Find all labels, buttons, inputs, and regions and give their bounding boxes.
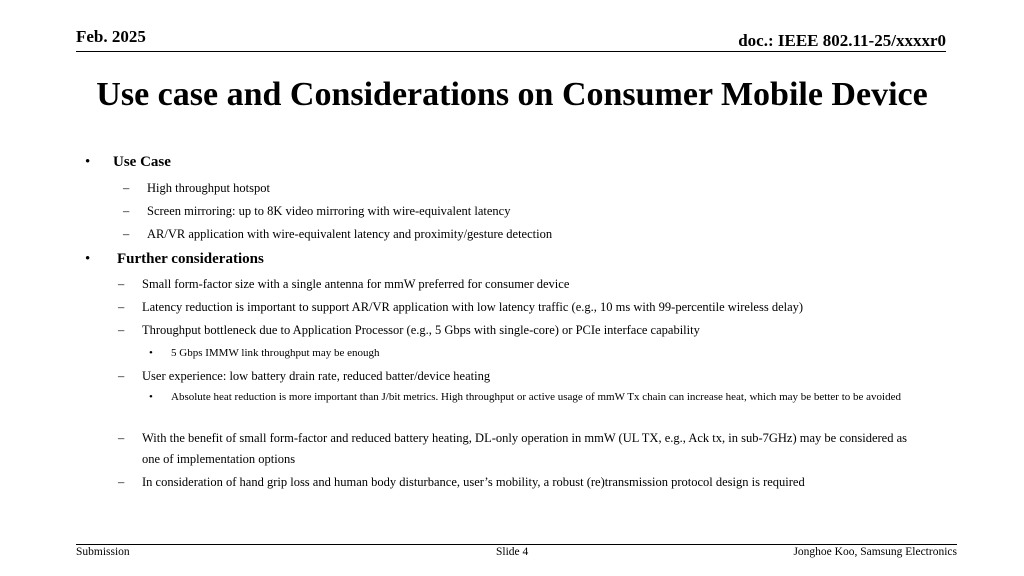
- bullet-use-case: [85, 154, 171, 171]
- footer-submission: Submission: [76, 546, 130, 558]
- further-heading: Further considerations: [117, 251, 264, 267]
- user-experience-subitem: Absolute heat reduction is more important than J/bit metrics. High throughput or active usage of mmW Tx chain can increase heat, which may be better to be avoided: [171, 391, 901, 403]
- footer-divider: [76, 544, 957, 545]
- list-item: [118, 297, 804, 318]
- further-item-5: With the benefit of small form-factor and reduced battery heating, DL-only operation in mmW (UL TX, e.g., Ack tx, in sub-7GHz) may be considered as one of implementation options: [142, 431, 908, 466]
- list-item: [118, 472, 805, 493]
- further-item-6: In consideration of hand grip loss and human body disturbance, user’s mobility, a robust (re)transmission protocol design is required: [142, 475, 805, 489]
- further-item-2: Latency reduction is important to support AR/VR application with low latency traffic (e.g., 10 ms with 99-percentile wireless delay): [142, 300, 804, 314]
- dash-marker: –: [118, 323, 125, 337]
- further-item-4: User experience: low battery drain rate, reduced batter/device heating: [142, 369, 491, 383]
- list-item: [118, 274, 570, 295]
- throughput-subitem: 5 Gbps IMMW link throughput may be enough: [171, 347, 380, 359]
- dash-marker: –: [118, 277, 125, 291]
- list-subitem: [149, 344, 380, 363]
- header-date: Feb. 2025: [76, 27, 146, 46]
- further-item-3: Throughput bottleneck due to Application Processor (e.g., 5 Gbps with single-core) or PCIe interface capability: [142, 323, 700, 337]
- list-subitem: [149, 388, 931, 407]
- list-item: [123, 178, 270, 199]
- dash-marker: –: [118, 431, 125, 445]
- dash-marker: –: [118, 475, 125, 489]
- header-divider: [76, 51, 946, 52]
- dash-marker: –: [123, 204, 130, 218]
- further-item-1: Small form-factor size with a single antenna for mmW preferred for consumer device: [142, 277, 570, 291]
- dash-marker: –: [123, 227, 130, 241]
- dash-marker: –: [123, 181, 130, 195]
- bullet-further-considerations: [85, 251, 264, 268]
- header-doc-id: doc.: IEEE 802.11-25/xxxxr0: [738, 31, 946, 50]
- list-item: [118, 320, 700, 341]
- footer-slide-number: Slide 4: [496, 546, 529, 558]
- bullet-marker: •: [85, 154, 91, 170]
- dash-marker: –: [118, 369, 125, 383]
- bullet-marker: •: [85, 251, 91, 267]
- use-case-item-3: AR/VR application with wire-equivalent latency and proximity/gesture detection: [147, 227, 553, 241]
- list-item: [123, 201, 511, 222]
- use-case-item-2: Screen mirroring: up to 8K video mirroring with wire-equivalent latency: [147, 204, 511, 218]
- list-item: [123, 224, 553, 245]
- bullet-marker: •: [149, 347, 153, 359]
- list-item: [118, 428, 922, 470]
- dash-marker: –: [118, 300, 125, 314]
- use-case-item-1: High throughput hotspot: [147, 181, 270, 195]
- footer-author: Jonghoe Koo, Samsung Electronics: [793, 546, 957, 558]
- list-item: [118, 366, 491, 387]
- slide-title: Use case and Considerations on Consumer Mobile Device: [96, 76, 928, 113]
- bullet-marker: •: [149, 391, 153, 403]
- use-case-heading: Use Case: [113, 154, 171, 170]
